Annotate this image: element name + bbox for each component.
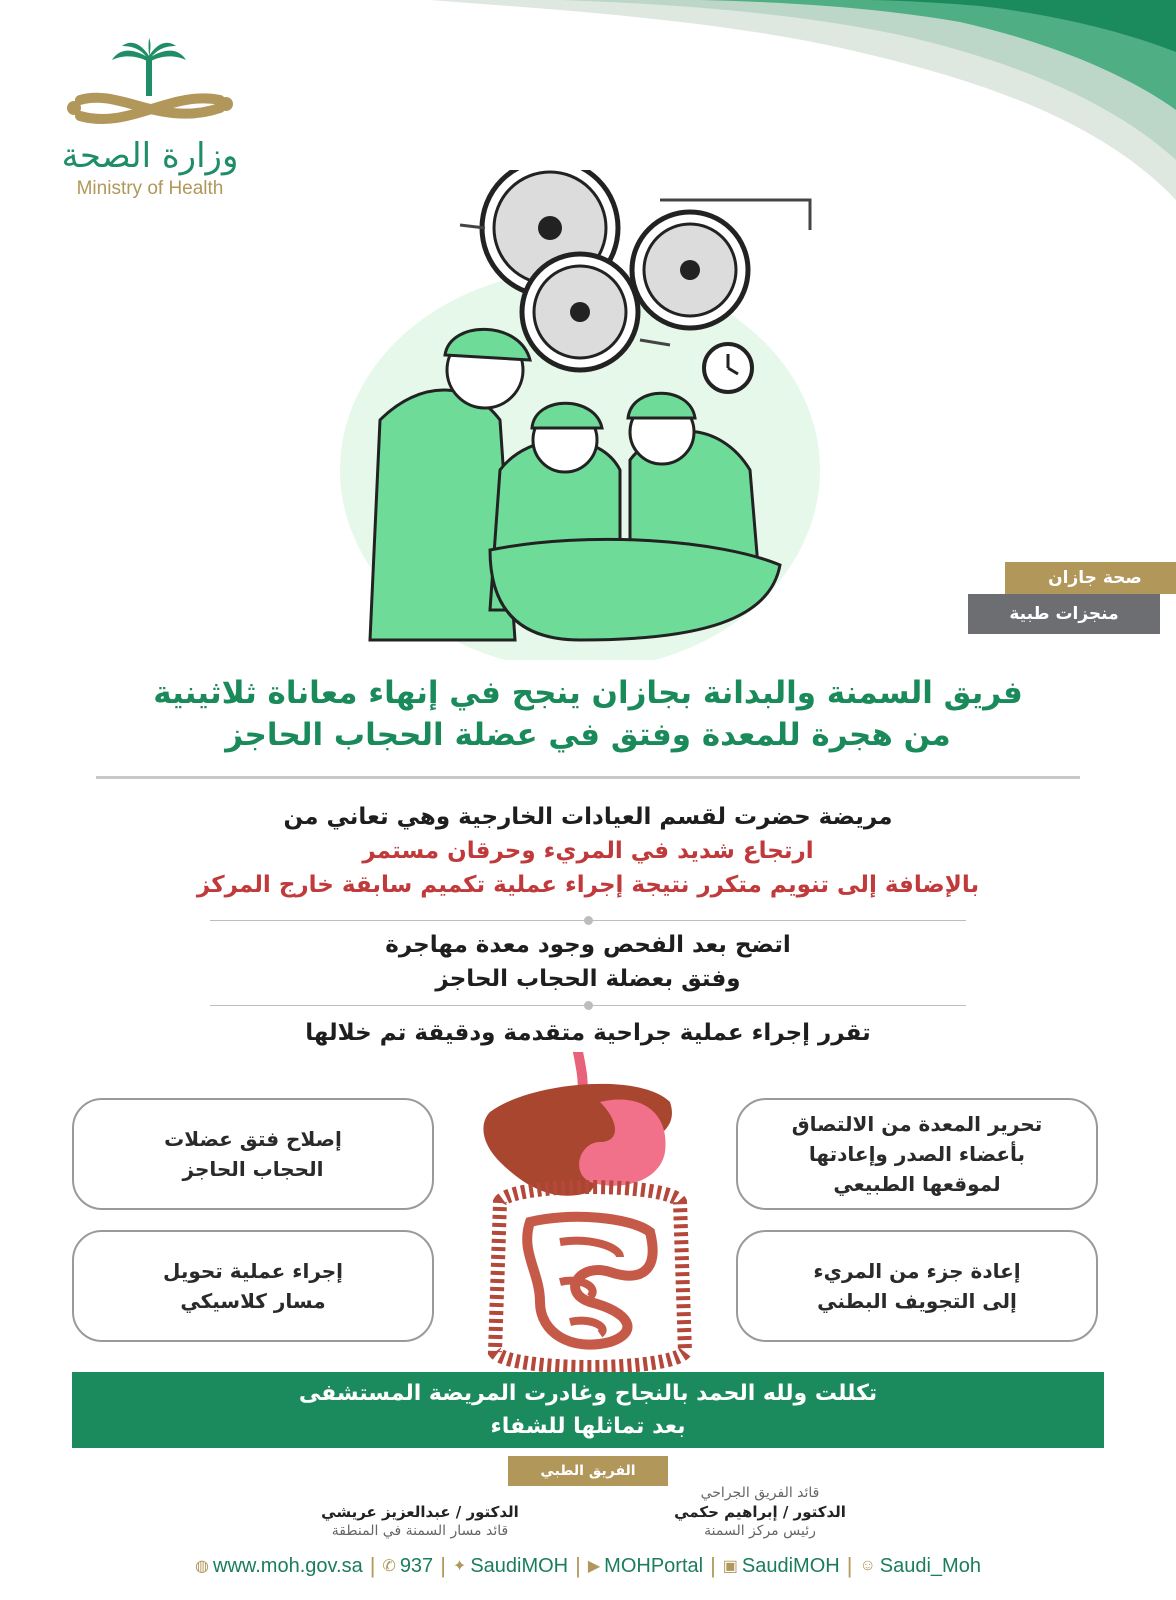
doctor-signature-1	[640, 1484, 880, 1540]
procedure-text: تحرير المعدة من الالتصاق	[791, 1112, 1043, 1136]
divider-dotted	[210, 920, 966, 921]
procedure-box	[72, 1098, 434, 1210]
headline	[60, 672, 1116, 756]
procedure-box	[736, 1098, 1098, 1210]
divider-dotted	[210, 1005, 966, 1006]
surgical-light-icon	[522, 254, 638, 370]
story-finding-2: وفتق بعضلة الحجاب الحاجز	[435, 966, 741, 992]
story-decision: تقرر إجراء عملية جراحية متقدمة ودقيقة تم خلالها	[305, 1020, 871, 1046]
procedure-text: بأعضاء الصدر وإعادتها	[808, 1142, 1026, 1166]
footer-twitter[interactable]	[446, 1555, 575, 1578]
doctor-2-name: الدكتور / عبدالعزيز عريشي	[321, 1503, 519, 1521]
snapchat-text: Saudi_Moh	[879, 1554, 981, 1577]
footer-facebook[interactable]	[716, 1555, 847, 1578]
globe-icon: ◍	[195, 1558, 209, 1575]
twitter-text: SaudiMOH	[470, 1554, 569, 1577]
youtube-text: MOHPortal	[604, 1554, 704, 1577]
banner-line-1: تكللت ولله الحمد بالنجاح وغادرت المريضة المستشفى	[298, 1381, 878, 1406]
digestive-system-icon	[470, 1052, 710, 1372]
procedure-text: إجراء عملية تحويل	[162, 1259, 344, 1283]
surgical-light-icon	[632, 212, 748, 328]
youtube-icon: ▶	[587, 1558, 601, 1575]
phone-icon: ✆	[382, 1558, 396, 1575]
story-symptom-2: بالإضافة إلى تنويم متكرر نتيجة إجراء عملية تكميم سابقة خارج المركز	[196, 872, 980, 898]
wall-clock-icon	[704, 344, 752, 392]
snapchat-icon: ☺	[859, 1557, 876, 1574]
footer-separator: |	[575, 1553, 581, 1578]
doctor-2-role: قائد مسار السمنة في المنطقة	[331, 1523, 509, 1539]
region-tag: صحة جازان	[1005, 562, 1176, 594]
procedure-text: إصلاح فتق عضلات	[164, 1127, 342, 1151]
footer-separator: |	[710, 1553, 716, 1578]
footer-separator: |	[369, 1553, 376, 1578]
surgery-illustration	[340, 170, 850, 660]
procedure-box	[72, 1230, 434, 1342]
result-banner	[72, 1372, 1104, 1448]
palm-swords-emblem-icon	[50, 38, 250, 138]
doctor-1-role: رئيس مركز السمنة	[704, 1523, 816, 1539]
procedure-text: الحجاب الحاجز	[182, 1157, 324, 1181]
footer-phone[interactable]	[375, 1555, 440, 1578]
footer-youtube[interactable]	[581, 1555, 710, 1578]
doctor-1-name: الدكتور / إبراهيم حكمي	[674, 1503, 846, 1521]
website-text: www.moh.gov.sa	[213, 1554, 363, 1577]
facebook-icon: ▣	[722, 1558, 738, 1575]
headline-line-1: فريق السمنة والبدانة بجازان ينجح في إنهاء معاناة ثلاثينية	[153, 675, 1023, 711]
story-intro: مريضة حضرت لقسم العيادات الخارجية وهي تعاني من	[283, 804, 893, 830]
facebook-text: SaudiMOH	[741, 1554, 840, 1577]
doctor-signature-2	[290, 1502, 550, 1540]
procedure-text: إعادة جزء من المريء	[813, 1259, 1021, 1283]
procedure-text: إلى التجويف البطني	[817, 1289, 1017, 1313]
category-tag: منجزات طبية	[968, 594, 1160, 634]
footer-contacts	[0, 1548, 1176, 1584]
logo-english-text: Ministry of Health	[76, 178, 224, 199]
footer-website[interactable]	[188, 1555, 370, 1578]
procedure-text: مسار كلاسيكي	[180, 1289, 326, 1313]
footer-snapchat[interactable]	[852, 1555, 988, 1578]
procedure-box	[736, 1230, 1098, 1342]
doctor-1-role-top: قائد الفريق الجراحي	[700, 1485, 820, 1501]
footer-separator: |	[440, 1553, 446, 1578]
story-finding-1: اتضح بعد الفحص وجود معدة مهاجرة	[385, 932, 791, 958]
logo-arabic-text: وزارة الصحة	[61, 136, 239, 176]
procedure-text: لموقعها الطبيعي	[833, 1172, 1001, 1196]
headline-line-2: من هجرة للمعدة وفتق في عضلة الحجاب الحاجز	[225, 717, 951, 753]
team-label: الفريق الطبي	[508, 1456, 668, 1486]
phone-text: 937	[399, 1554, 434, 1577]
footer-separator: |	[846, 1553, 853, 1578]
banner-line-2: بعد تماثلها للشفاء	[490, 1414, 686, 1439]
story-symptom-1: ارتجاع شديد في المريء وحرقان مستمر	[362, 838, 814, 864]
twitter-icon: ✦	[452, 1558, 467, 1575]
divider	[96, 776, 1080, 779]
moh-logo	[50, 38, 250, 208]
